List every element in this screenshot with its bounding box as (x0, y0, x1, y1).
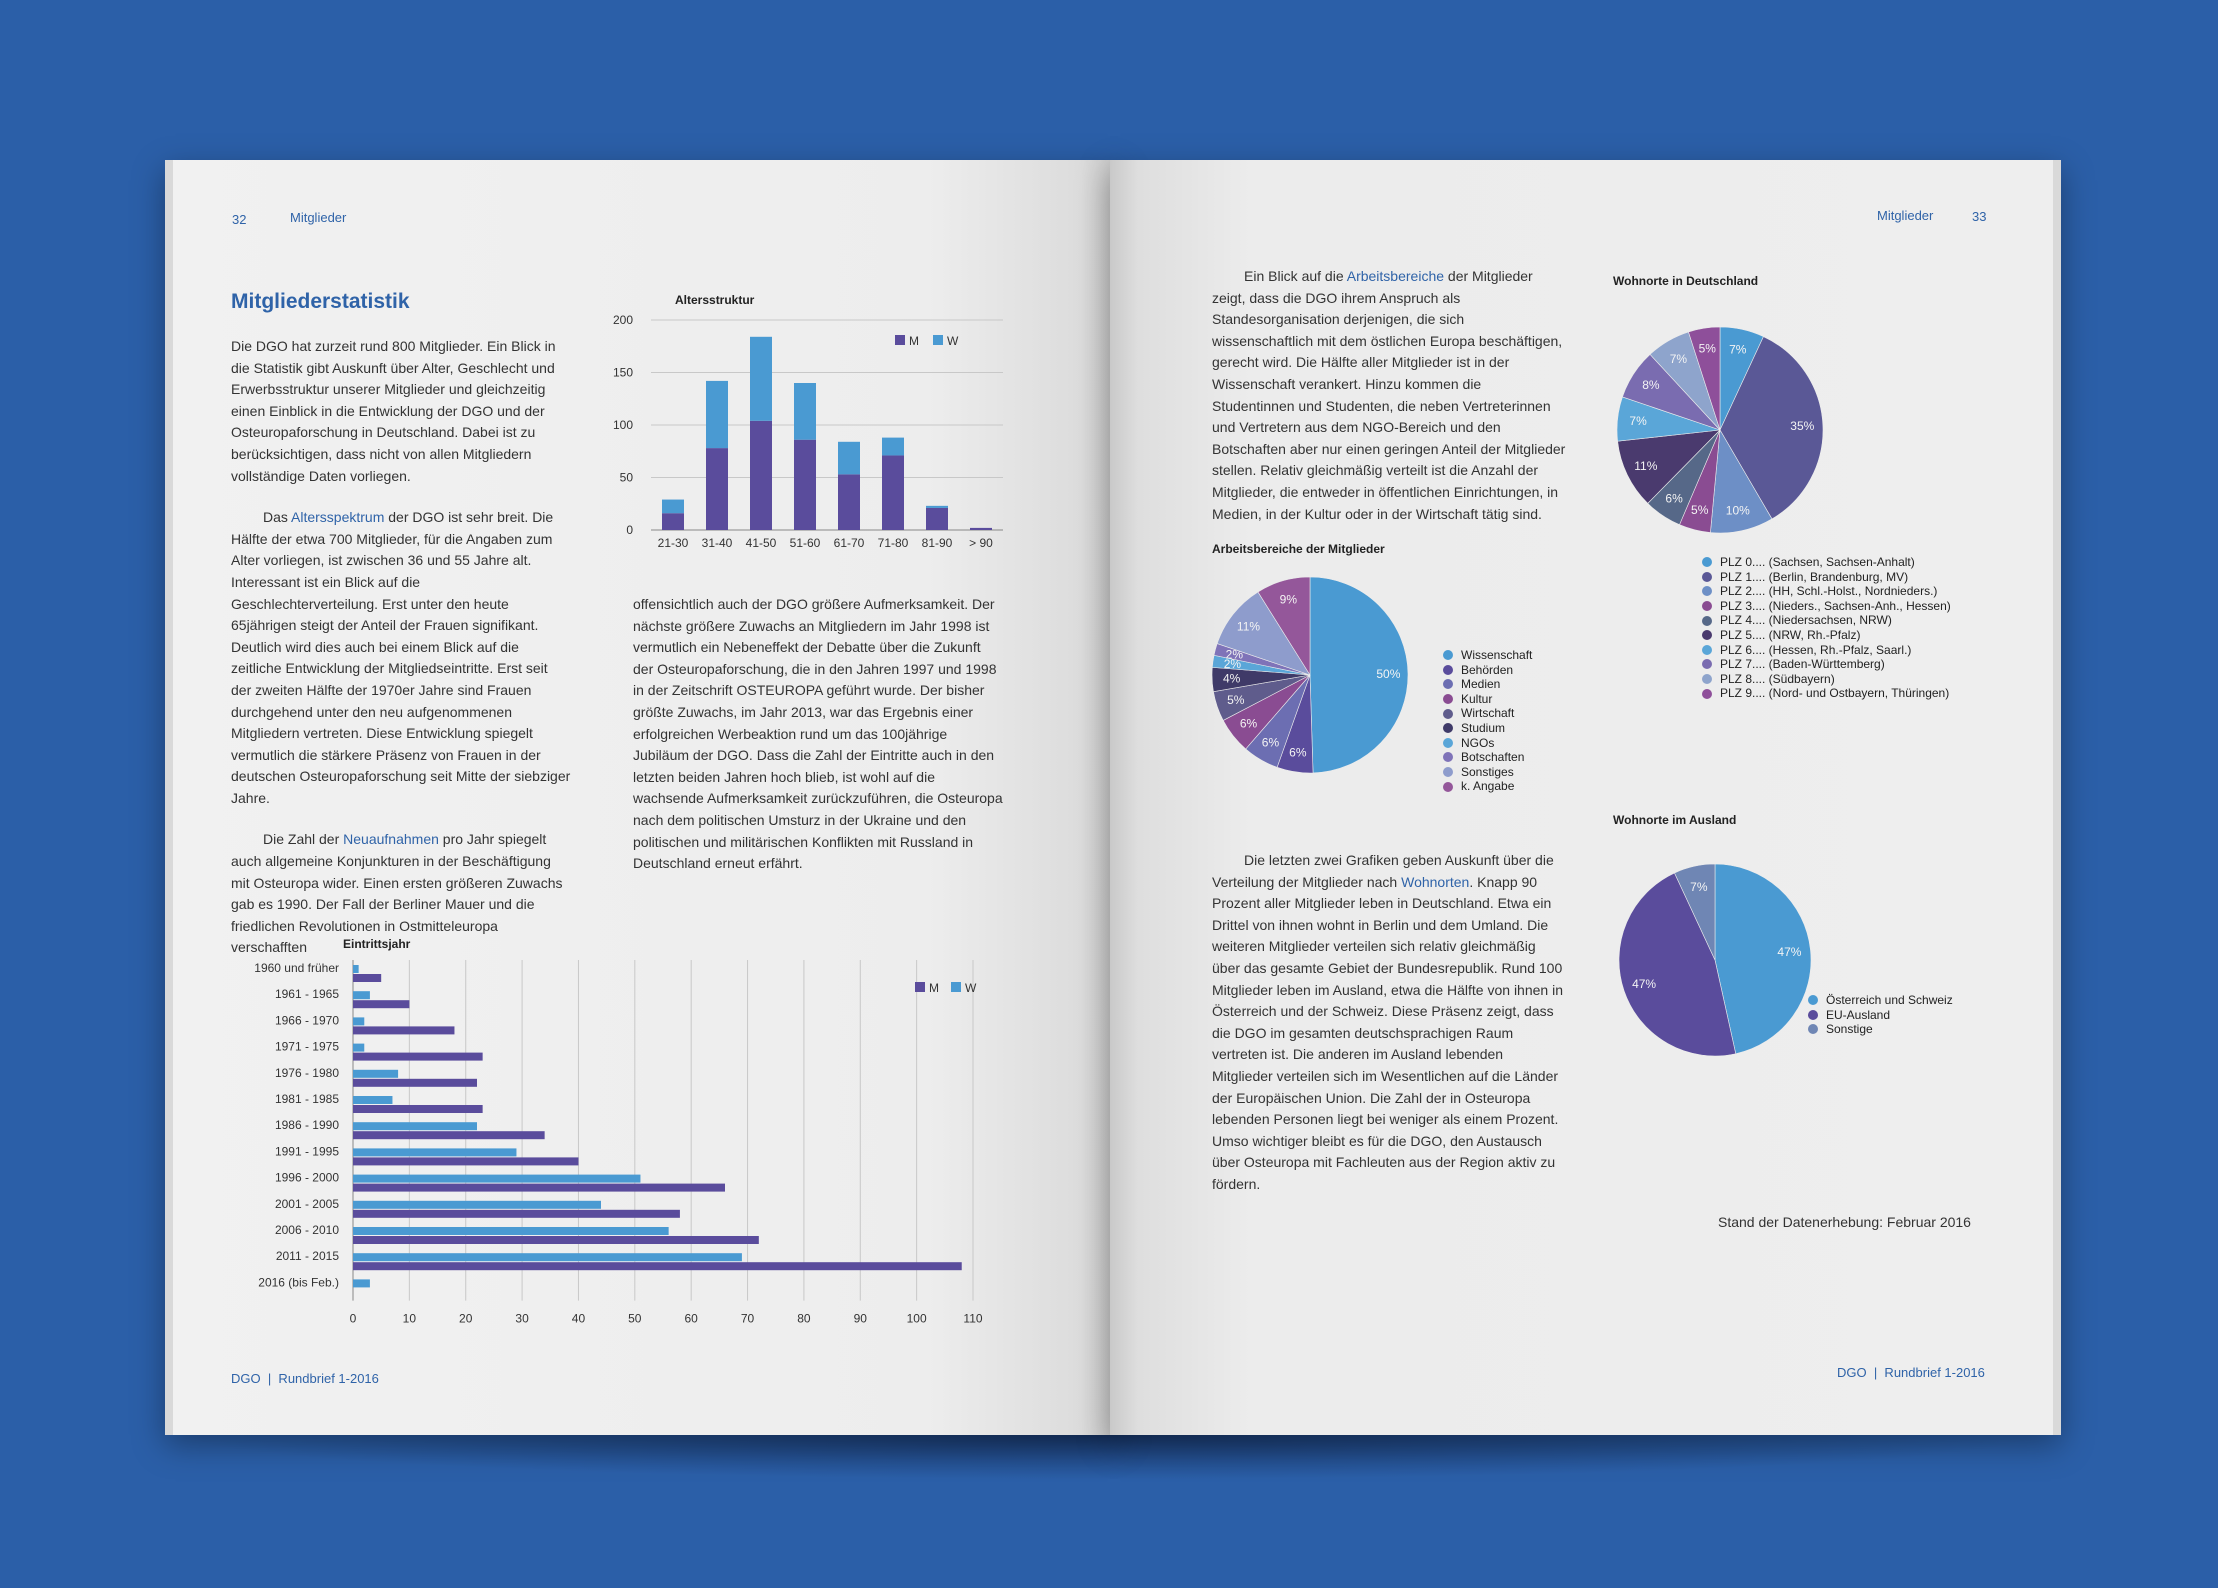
legend-swatch (1702, 572, 1712, 582)
entry-xtick-label: 80 (797, 1311, 811, 1326)
pie-value-label: 4% (1223, 671, 1241, 686)
entry-category-label: 1981 - 1985 (274, 1092, 339, 1106)
left-section-title: Mitglieder (290, 210, 347, 225)
entry-bar-w (353, 1175, 640, 1183)
entry-category-label: 2016 (bis Feb.) (258, 1275, 339, 1290)
paragraph-age: Das Altersspektrum der DGO ist sehr breit. Die Hälfte der etwa 700 Mitglieder, für die Angaben zum Alter vorliegen, ist zwischen 36 und 55 Jahre alt. Interessant ist ein Blick auf die Geschlechterverteilung. Erst unter den heute 65jährigen steigt der Anteil der Frauen signifikant. Deutlich wird dies auch bei einem Blick auf die zeitliche Entwicklung der Mitgliedseintritte. Erst seit der zweiten Hälfte der 1970er Jahre sind Frauen durchgehend unter den neu aufgenommenen Mitgliedern vertreten. Diese Entwicklung spiegelt vermutlich die stärkere Präsenz von Frauen in der deutschen Osteuropaforschung seit Mitte der siebziger Jahre. (231, 509, 571, 806)
left-page-number: 32 (232, 212, 247, 227)
age-xtick-label: 21-30 (657, 536, 689, 550)
arbeitsbereiche-title: Arbeitsbereiche der Mitglieder (1212, 542, 1385, 556)
pie-value-label: 6% (1239, 716, 1258, 731)
legend-swatch (1702, 557, 1712, 567)
legend-item (1443, 765, 1532, 780)
age-legend-w-label: W (947, 334, 959, 348)
legend-label: PLZ 8.... (Südbayern) (1720, 671, 1835, 686)
age-xtick-label: 81-90 (921, 536, 953, 550)
legend-label: NGOs (1461, 735, 1495, 750)
entry-bar-m (353, 1184, 725, 1192)
legend-label: Sonstige (1826, 1022, 1873, 1037)
entry-xtick-label: 100 (906, 1311, 927, 1326)
entry-bar-w (353, 1201, 601, 1209)
pie-value-label: 11% (1634, 458, 1658, 473)
entry-bar-m (353, 1053, 483, 1061)
right-page-number: 33 (1972, 209, 1987, 224)
legend-swatch (1443, 694, 1453, 704)
entry-bar-w (353, 1096, 392, 1104)
legend-swatch (1443, 767, 1453, 777)
pie-value-label: 8% (1642, 378, 1660, 393)
age-legend-m-swatch (895, 335, 905, 345)
entry-bar-m (353, 1079, 477, 1087)
wohnorte-ausland-title: Wohnorte im Ausland (1613, 813, 1737, 827)
legend-item (1702, 643, 1951, 658)
legend-item (1808, 993, 1953, 1008)
entry-legend-w-label: W (965, 981, 977, 995)
legend-swatch (1443, 738, 1453, 748)
age-bar-m (926, 508, 948, 530)
legend-swatch (1443, 752, 1453, 762)
age-legend-m-label: M (909, 334, 919, 348)
legend-swatch (1702, 616, 1712, 626)
legend-item (1702, 628, 1951, 643)
legend-label: Wirtschaft (1461, 706, 1515, 721)
eintrittsjahr-title: Eintrittsjahr (343, 937, 411, 951)
entry-xtick-label: 70 (740, 1311, 755, 1326)
pie-value-label: 47% (1777, 944, 1802, 959)
legend-label: Behörden (1461, 662, 1514, 677)
entry-legend-m-swatch (915, 982, 925, 992)
age-ytick-label: 100 (612, 418, 633, 432)
legend-item (1443, 750, 1532, 765)
entry-category-label: 1971 - 1975 (274, 1039, 339, 1054)
wohnorte-ausland-chart (1610, 855, 1820, 1065)
legend-item (1702, 672, 1951, 687)
legend-label: PLZ 1.... (Berlin, Brandenburg, MV) (1720, 569, 1909, 584)
link-arbeitsbereiche[interactable]: Arbeitsbereiche (1346, 268, 1445, 284)
pie-value-label: 10% (1725, 503, 1750, 518)
pie-value-label: 47% (1632, 977, 1657, 992)
age-ytick-label: 0 (626, 523, 633, 537)
pie-value-label: 6% (1289, 745, 1307, 760)
age-bar-w (706, 381, 728, 448)
entry-xtick-label: 30 (515, 1311, 529, 1326)
entry-bar-m (353, 1262, 962, 1270)
entry-legend-w-swatch (951, 982, 961, 992)
entry-bar-m (353, 1026, 454, 1034)
legend-label: Kultur (1461, 691, 1493, 706)
pie-value-label: 5% (1227, 693, 1245, 708)
legend-item (1443, 706, 1532, 721)
legend-item (1808, 1008, 1953, 1023)
entry-category-label: 1996 - 2000 (274, 1170, 339, 1185)
wohnorte-ausland-legend (1808, 993, 1953, 1037)
entry-category-label: 1991 - 1995 (274, 1144, 339, 1159)
legend-item (1443, 779, 1532, 794)
legend-label: Medien (1461, 677, 1501, 692)
legend-label: k. Angabe (1461, 779, 1515, 794)
eintrittsjahr-chart (213, 950, 1033, 1326)
pie-value-label: 11% (1236, 619, 1261, 634)
legend-swatch (1702, 689, 1712, 699)
entry-xtick-label: 10 (402, 1311, 417, 1326)
legend-item (1443, 663, 1532, 678)
legend-label: PLZ 7.... (Baden-Württemberg) (1720, 657, 1885, 672)
age-bar-w (794, 383, 816, 440)
legend-swatch (1702, 630, 1712, 640)
legend-swatch (1702, 674, 1712, 684)
legend-item (1443, 648, 1532, 663)
entry-category-label: 1966 - 1970 (274, 1013, 339, 1028)
entry-category-label: 2006 - 2010 (274, 1223, 339, 1237)
paragraph-intro: Die DGO hat zurzeit rund 800 Mitglieder. Ein Blick in die Statistik gibt Auskunft über Alter, Geschlecht und Erwerbsstruktur unserer Mitglieder und gleichzeitig einen Einblick in die Entwicklung der DGO und der Osteuropaforschung in Deutschland. Dabei ist zu berücksichtigen, dass nicht von allen Mitgliedern vollständige Daten vorliegen. (231, 338, 556, 484)
legend-label: PLZ 0.... (Sachsen, Sachsen-Anhalt) (1720, 555, 1915, 569)
paragraph-work-areas: Ein Blick auf die Arbeitsbereiche der Mitglieder zeigt, dass die DGO ihrem Anspruch als Standesorganisation derjenigen, die sich wissenschaftlich mit dem östlichen Europa beschäftigen, gerecht wird. Die Hälfte aller Mitglieder ist in der Wissenschaft verankert. Hinzu kommen die Studentinnen und Studenten, die neben Vertreterinnen und Vertretern aus dem NGO-Bereich und den Botschaften aber nur einen geringen Anteil der Mitglieder stellen. Relativ gleichmäßig verteilt ist die Anzahl der Mitglieder, die entweder in öffentlichen Einrichtungen, in Medien, in der Kultur oder in der Wirtschaft tätig sind. (1212, 268, 1566, 522)
legend-swatch (1702, 601, 1712, 611)
entry-bar-w (353, 1253, 742, 1261)
age-ytick-label: 50 (619, 470, 633, 485)
legend-swatch (1808, 995, 1818, 1005)
legend-item (1702, 686, 1951, 701)
age-xtick-label: > 90 (969, 536, 993, 550)
pie-value-label: 7% (1669, 351, 1688, 366)
right-page (1110, 160, 2061, 1435)
entry-xtick-label: 0 (349, 1311, 357, 1326)
entry-bar-m (353, 1000, 409, 1008)
paragraph-residence: Die letzten zwei Grafiken geben Auskunft über die Verteilung der Mitglieder nach Wohnorten. Knapp 90 Prozent aller Mitglieder leben in Deutschland. Etwa ein Drittel von ihnen wohnt in Berlin und dem Umland. Die weiteren Mitglieder verteilen sich relativ gleichmäßig über das gesamte Gebiet der Bundesrepublik. Rund 100 Mitglieder leben im Ausland, etwa die Hälfte von ihnen in Österreich und der Schweiz. Diese Präsenz zeigt, dass die DGO im gesamten deutschsprachigen Raum vertreten ist. Die anderen im Ausland lebenden Mitglieder verteilen sich im Wesentlichen auf die Länder der Europäischen Union. Die Zahl der in Osteuropa lebenden Personen liegt bei weniger als einem Prozent. Umso wichtiger bleibt es für die DGO, den Austausch über Osteuropa mit Fachleuten aus der Region aktiv zu fördern. (1212, 852, 1563, 1192)
left-column-2 (633, 594, 1003, 875)
entry-bar-w (353, 965, 359, 973)
entry-bar-m (353, 1131, 545, 1139)
pie-value-label: 6% (1665, 491, 1683, 506)
age-xtick-label: 71-80 (877, 536, 909, 550)
legend-item (1443, 736, 1532, 751)
entry-category-label: 2011 - 2015 (275, 1249, 339, 1264)
pie-value-label: 2% (1223, 657, 1242, 672)
entry-bar-w (353, 1227, 669, 1235)
legend-label: PLZ 5.... (NRW, Rh.-Pfalz) (1720, 627, 1861, 642)
age-bar-m (706, 448, 728, 530)
paragraph-new-members: Die Zahl der Neuaufnahmen pro Jahr spiegelt auch allgemeine Konjunkturen in der Beschäftigung mit Osteuropa wider. Einen ersten größeren Zuwachs gab es 1990. Der Fall der Berliner Mauer und die friedlichen Revolutionen in Ostmitteleuropa verschafften (231, 831, 563, 956)
pie-value-label: 7% (1690, 879, 1708, 894)
legend-item (1443, 721, 1532, 736)
right-column-1 (1212, 266, 1567, 525)
legend-swatch (1702, 586, 1712, 596)
age-bar-w (838, 442, 860, 475)
legend-label: PLZ 9.... (Nord- und Ostbayern, Thüringen) (1720, 686, 1950, 701)
paragraph-continued: offensichtlich auch der DGO größere Aufmerksamkeit. Der nächste größere Zuwachs an Mitgliedern im Jahr 1998 ist vermutlich ein Nebeneffekt der Debatte über die Zukunft der Osteuropaforschung, die in den Jahren 1997 und 1998 in der Zeitschrift OSTEUROPA geführt wurde. Der bisher größte Zuwachs, im Jahr 2013, war das Ergebnis einer erfolgreichen Werbeaktion rund um das 100jährige Jubiläum der DGO. Dass die Zahl der Eintritte auch in den letzten beiden Jahren hoch blieb, ist wohl auf die wachsende Aufmerksamkeit zurückzuführen, die Osteuropa nach dem politischen Umsturz in der Ukraine und den politischen und militärischen Konflikten mit Russland in Deutschland erneut erfährt. (633, 596, 1003, 872)
right-footer: DGO | Rundbrief 1-2016 (1837, 1365, 1985, 1380)
age-xtick-label: 61-70 (833, 536, 865, 550)
age-xtick-label: 31-40 (701, 536, 733, 550)
entry-bar-w (353, 1279, 370, 1287)
pie-value-label: 5% (1691, 502, 1709, 517)
entry-bar-m (353, 1105, 483, 1113)
pie-value-label: 7% (1629, 414, 1647, 429)
age-bar-m (838, 474, 860, 530)
link-altersspektrum[interactable]: Altersspektrum (291, 509, 385, 526)
link-neuaufnahmen[interactable]: Neuaufnahmen (343, 831, 439, 848)
legend-item (1702, 613, 1951, 628)
age-ytick-label: 150 (612, 365, 633, 380)
legend-swatch (1702, 659, 1712, 669)
legend-swatch (1808, 1024, 1818, 1034)
entry-bar-w (353, 1122, 477, 1130)
age-bar-w (750, 337, 772, 421)
legend-label: PLZ 2.... (HH, Schl.-Holst., Nordnieders.) (1720, 584, 1938, 599)
age-bar-w (882, 438, 904, 456)
pie-value-label: 9% (1279, 592, 1298, 607)
legend-label: Botschaften (1461, 750, 1525, 765)
legend-swatch (1443, 709, 1453, 719)
entry-category-label: 1976 - 1980 (274, 1065, 339, 1080)
legend-swatch (1702, 645, 1712, 655)
entry-bar-m (353, 1210, 680, 1218)
entry-bar-w (353, 1070, 398, 1078)
legend-label: PLZ 4.... (Niedersachsen, NRW) (1720, 613, 1892, 628)
legend-swatch (1808, 1010, 1818, 1020)
entry-bar-w (353, 1017, 364, 1025)
legend-item (1702, 555, 1951, 570)
age-xtick-label: 41-50 (745, 536, 777, 550)
legend-label: Sonstiges (1461, 764, 1514, 779)
age-bar-w (662, 500, 684, 514)
entry-legend-m-label: M (929, 981, 939, 995)
legend-swatch (1443, 650, 1453, 660)
entry-xtick-label: 20 (459, 1311, 473, 1326)
page-title: Mitgliederstatistik (231, 290, 410, 313)
altersstruktur-title: Altersstruktur (675, 293, 755, 307)
legend-label: PLZ 6.... (Hessen, Rh.-Pfalz, Saarl.) (1720, 642, 1912, 657)
left-page (165, 160, 1118, 1435)
pie-value-label: 50% (1376, 666, 1401, 681)
entry-bar-w (353, 1044, 364, 1052)
age-xtick-label: 51-60 (789, 536, 821, 550)
entry-xtick-label: 40 (571, 1311, 586, 1326)
legend-item (1443, 677, 1532, 692)
legend-item (1443, 692, 1532, 707)
pie-value-label: 6% (1261, 735, 1280, 750)
legend-swatch (1443, 782, 1453, 792)
entry-xtick-label: 110 (963, 1311, 983, 1326)
legend-item (1702, 599, 1951, 614)
altersstruktur-chart (613, 300, 1013, 560)
legend-label: EU-Ausland (1826, 1007, 1891, 1022)
legend-item (1702, 657, 1951, 672)
legend-item (1702, 570, 1951, 585)
pie-value-label: 7% (1729, 342, 1747, 357)
age-legend-w-swatch (933, 335, 943, 345)
legend-swatch (1443, 665, 1453, 675)
left-footer: DGO | Rundbrief 1-2016 (231, 1371, 379, 1386)
entry-bar-m (353, 974, 381, 982)
age-bar-m (794, 440, 816, 530)
arbeitsbereiche-chart (1210, 575, 1410, 775)
legend-label: Wissenschaft (1461, 648, 1533, 662)
entry-category-label: 1961 - 1965 (274, 987, 339, 1002)
entry-category-label: 1960 und früher (254, 961, 339, 975)
pie-value-label: 35% (1790, 419, 1815, 434)
legend-item (1808, 1022, 1953, 1037)
right-section-title: Mitglieder (1877, 208, 1934, 223)
entry-xtick-label: 60 (684, 1311, 698, 1326)
age-bar-m (662, 513, 684, 530)
entry-bar-w (353, 991, 370, 999)
entry-xtick-label: 50 (628, 1311, 642, 1326)
legend-label: Österreich und Schweiz (1826, 993, 1953, 1007)
data-note: Stand der Datenerhebung: Februar 2016 (1718, 1214, 1971, 1230)
link-wohnorte[interactable]: Wohnorten (1401, 873, 1470, 890)
pie-value-label: 2% (1225, 647, 1243, 662)
right-column-2 (1212, 850, 1567, 1196)
legend-item (1702, 584, 1951, 599)
age-ytick-label: 200 (612, 313, 633, 327)
age-bar-w (926, 506, 948, 508)
entry-category-label: 2001 - 2005 (274, 1196, 339, 1211)
age-bar-m (750, 421, 772, 530)
arbeitsbereiche-legend (1443, 648, 1532, 794)
legend-label: PLZ 3.... (Nieders., Sachsen-Anh., Hessen) (1720, 598, 1951, 613)
legend-label: Studium (1461, 720, 1506, 735)
age-bar-m (882, 455, 904, 530)
left-column-1 (231, 336, 571, 959)
legend-swatch (1443, 723, 1453, 733)
entry-bar-w (353, 1148, 516, 1156)
legend-swatch (1443, 679, 1453, 689)
wohnorte-deutschland-chart (1610, 320, 1830, 540)
entry-category-label: 1986 - 1990 (274, 1118, 339, 1133)
entry-bar-m (353, 1157, 578, 1165)
age-bar-m (970, 528, 992, 530)
wohnorte-deutschland-title: Wohnorte in Deutschland (1613, 274, 1759, 288)
entry-bar-m (353, 1236, 759, 1244)
pie-value-label: 5% (1698, 341, 1716, 356)
wohnorte-deutschland-legend (1702, 555, 1951, 701)
entry-xtick-label: 90 (853, 1311, 867, 1326)
